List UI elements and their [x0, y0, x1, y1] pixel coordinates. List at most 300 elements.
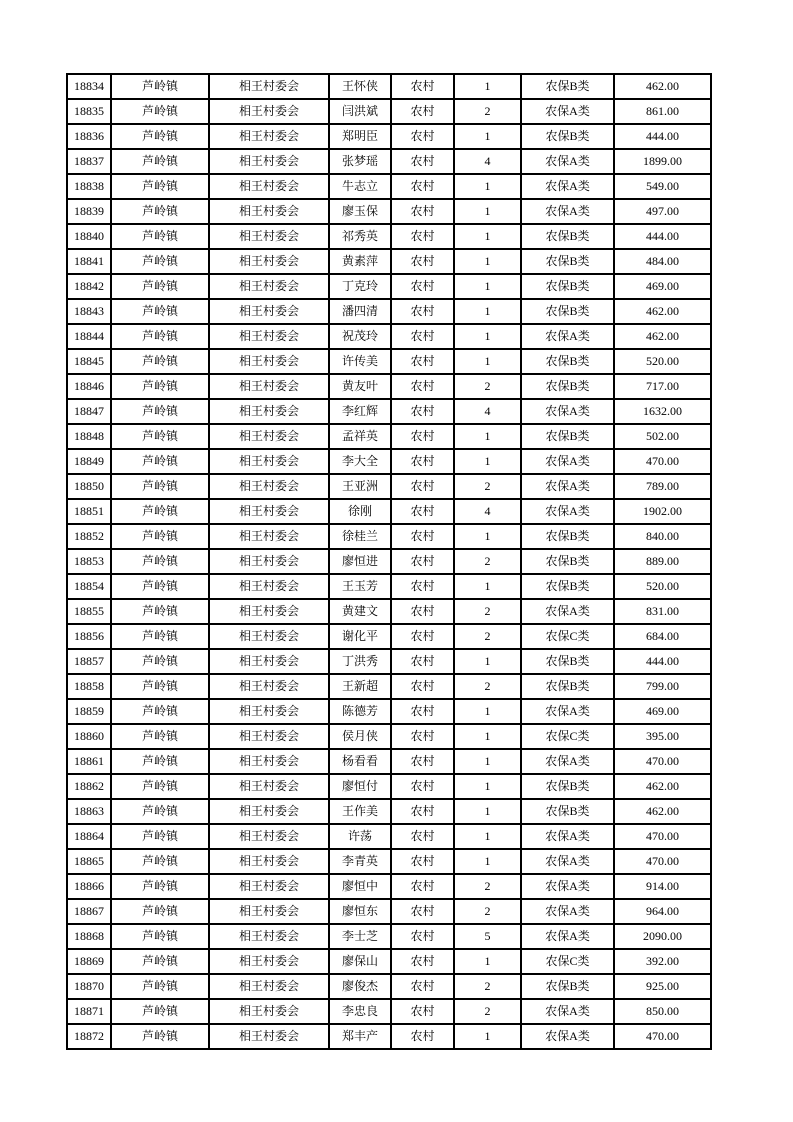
cell-residence-type: 农村: [391, 249, 454, 274]
table-row: [67, 774, 711, 799]
table-row: [67, 799, 711, 824]
cell-residence-type: 农村: [391, 849, 454, 874]
cell-person-name: 陈德芳: [329, 699, 391, 724]
cell-person-count: 1: [454, 574, 521, 599]
cell-serial-number: 18842: [67, 274, 111, 299]
cell-village-committee: 相王村委会: [209, 799, 329, 824]
cell-serial-number: 18839: [67, 199, 111, 224]
cell-village-committee: 相王村委会: [209, 174, 329, 199]
cell-person-count: 2: [454, 374, 521, 399]
cell-person-count: 1: [454, 449, 521, 474]
table-row: [67, 274, 711, 299]
cell-village-committee: 相王村委会: [209, 574, 329, 599]
cell-insurance-category: 农保A类: [521, 1024, 614, 1049]
cell-amount: 789.00: [614, 474, 711, 499]
cell-residence-type: 农村: [391, 199, 454, 224]
cell-insurance-category: 农保A类: [521, 174, 614, 199]
cell-person-name: 谢化平: [329, 624, 391, 649]
cell-residence-type: 农村: [391, 799, 454, 824]
cell-person-count: 1: [454, 699, 521, 724]
cell-serial-number: 18838: [67, 174, 111, 199]
table-row: [67, 949, 711, 974]
cell-town: 芦岭镇: [111, 274, 209, 299]
cell-insurance-category: 农保A类: [521, 874, 614, 899]
cell-village-committee: 相王村委会: [209, 524, 329, 549]
cell-person-count: 1: [454, 224, 521, 249]
table-row: [67, 99, 711, 124]
cell-residence-type: 农村: [391, 949, 454, 974]
cell-town: 芦岭镇: [111, 974, 209, 999]
cell-serial-number: 18835: [67, 99, 111, 124]
cell-village-committee: 相王村委会: [209, 1024, 329, 1049]
cell-person-count: 1: [454, 774, 521, 799]
cell-person-count: 4: [454, 399, 521, 424]
cell-person-name: 张梦瑶: [329, 149, 391, 174]
cell-town: 芦岭镇: [111, 924, 209, 949]
cell-town: 芦岭镇: [111, 424, 209, 449]
cell-town: 芦岭镇: [111, 99, 209, 124]
cell-village-committee: 相王村委会: [209, 749, 329, 774]
cell-person-name: 王作美: [329, 799, 391, 824]
table-row: [67, 724, 711, 749]
table-row: [67, 299, 711, 324]
cell-amount: 469.00: [614, 699, 711, 724]
cell-person-count: 1: [454, 649, 521, 674]
cell-amount: 462.00: [614, 299, 711, 324]
cell-insurance-category: 农保B类: [521, 74, 614, 99]
cell-person-name: 李士芝: [329, 924, 391, 949]
cell-person-count: 1: [454, 949, 521, 974]
cell-serial-number: 18857: [67, 649, 111, 674]
cell-residence-type: 农村: [391, 324, 454, 349]
cell-amount: 462.00: [614, 324, 711, 349]
cell-person-name: 黄友叶: [329, 374, 391, 399]
cell-person-count: 4: [454, 499, 521, 524]
cell-town: 芦岭镇: [111, 774, 209, 799]
cell-residence-type: 农村: [391, 299, 454, 324]
cell-person-name: 徐桂兰: [329, 524, 391, 549]
cell-insurance-category: 农保B类: [521, 374, 614, 399]
cell-insurance-category: 农保A类: [521, 199, 614, 224]
cell-residence-type: 农村: [391, 549, 454, 574]
cell-town: 芦岭镇: [111, 849, 209, 874]
cell-serial-number: 18858: [67, 674, 111, 699]
cell-insurance-category: 农保A类: [521, 474, 614, 499]
cell-village-committee: 相王村委会: [209, 549, 329, 574]
cell-residence-type: 农村: [391, 624, 454, 649]
cell-town: 芦岭镇: [111, 224, 209, 249]
table-row: [67, 199, 711, 224]
cell-amount: 444.00: [614, 124, 711, 149]
cell-serial-number: 18849: [67, 449, 111, 474]
cell-insurance-category: 农保B类: [521, 974, 614, 999]
cell-insurance-category: 农保A类: [521, 449, 614, 474]
cell-village-committee: 相王村委会: [209, 924, 329, 949]
table-row: [67, 549, 711, 574]
cell-village-committee: 相王村委会: [209, 449, 329, 474]
cell-serial-number: 18841: [67, 249, 111, 274]
cell-person-name: 祝茂玲: [329, 324, 391, 349]
cell-serial-number: 18843: [67, 299, 111, 324]
cell-person-name: 王亚洲: [329, 474, 391, 499]
cell-serial-number: 18855: [67, 599, 111, 624]
cell-amount: 925.00: [614, 974, 711, 999]
cell-person-count: 1: [454, 799, 521, 824]
cell-amount: 2090.00: [614, 924, 711, 949]
cell-serial-number: 18860: [67, 724, 111, 749]
cell-person-count: 1: [454, 174, 521, 199]
cell-village-committee: 相王村委会: [209, 599, 329, 624]
cell-insurance-category: 农保A类: [521, 324, 614, 349]
cell-amount: 470.00: [614, 449, 711, 474]
cell-serial-number: 18845: [67, 349, 111, 374]
cell-amount: 395.00: [614, 724, 711, 749]
table-row: [67, 599, 711, 624]
cell-insurance-category: 农保A类: [521, 599, 614, 624]
cell-town: 芦岭镇: [111, 499, 209, 524]
cell-person-count: 4: [454, 149, 521, 174]
cell-residence-type: 农村: [391, 574, 454, 599]
cell-residence-type: 农村: [391, 899, 454, 924]
cell-insurance-category: 农保B类: [521, 524, 614, 549]
cell-serial-number: 18871: [67, 999, 111, 1024]
cell-amount: 831.00: [614, 599, 711, 624]
table-row: [67, 424, 711, 449]
cell-serial-number: 18850: [67, 474, 111, 499]
cell-town: 芦岭镇: [111, 949, 209, 974]
cell-residence-type: 农村: [391, 724, 454, 749]
cell-person-name: 廖恒付: [329, 774, 391, 799]
cell-amount: 889.00: [614, 549, 711, 574]
cell-village-committee: 相王村委会: [209, 974, 329, 999]
cell-serial-number: 18847: [67, 399, 111, 424]
cell-person-name: 李忠良: [329, 999, 391, 1024]
cell-residence-type: 农村: [391, 824, 454, 849]
cell-person-count: 2: [454, 624, 521, 649]
table-row: [67, 849, 711, 874]
cell-amount: 497.00: [614, 199, 711, 224]
cell-person-count: 1: [454, 249, 521, 274]
cell-town: 芦岭镇: [111, 799, 209, 824]
cell-town: 芦岭镇: [111, 899, 209, 924]
cell-person-name: 李青英: [329, 849, 391, 874]
cell-residence-type: 农村: [391, 349, 454, 374]
cell-residence-type: 农村: [391, 649, 454, 674]
cell-residence-type: 农村: [391, 1024, 454, 1049]
cell-town: 芦岭镇: [111, 549, 209, 574]
cell-serial-number: 18870: [67, 974, 111, 999]
cell-village-committee: 相王村委会: [209, 724, 329, 749]
cell-person-name: 祁秀英: [329, 224, 391, 249]
table-row: [67, 174, 711, 199]
cell-person-name: 郑明臣: [329, 124, 391, 149]
cell-town: 芦岭镇: [111, 674, 209, 699]
cell-insurance-category: 农保B类: [521, 549, 614, 574]
cell-town: 芦岭镇: [111, 299, 209, 324]
table-row: [67, 374, 711, 399]
cell-village-committee: 相王村委会: [209, 474, 329, 499]
cell-residence-type: 农村: [391, 74, 454, 99]
cell-village-committee: 相王村委会: [209, 674, 329, 699]
cell-town: 芦岭镇: [111, 724, 209, 749]
table-row: [67, 699, 711, 724]
cell-serial-number: 18846: [67, 374, 111, 399]
cell-residence-type: 农村: [391, 924, 454, 949]
cell-amount: 444.00: [614, 224, 711, 249]
cell-serial-number: 18861: [67, 749, 111, 774]
cell-town: 芦岭镇: [111, 999, 209, 1024]
cell-village-committee: 相王村委会: [209, 949, 329, 974]
cell-insurance-category: 农保A类: [521, 749, 614, 774]
cell-insurance-category: 农保B类: [521, 674, 614, 699]
cell-insurance-category: 农保A类: [521, 899, 614, 924]
cell-residence-type: 农村: [391, 874, 454, 899]
cell-town: 芦岭镇: [111, 124, 209, 149]
cell-village-committee: 相王村委会: [209, 774, 329, 799]
table-row: [67, 524, 711, 549]
table-row: [67, 624, 711, 649]
cell-town: 芦岭镇: [111, 199, 209, 224]
cell-insurance-category: 农保A类: [521, 824, 614, 849]
cell-amount: 484.00: [614, 249, 711, 274]
cell-town: 芦岭镇: [111, 149, 209, 174]
cell-town: 芦岭镇: [111, 749, 209, 774]
cell-amount: 470.00: [614, 849, 711, 874]
cell-serial-number: 18853: [67, 549, 111, 574]
cell-town: 芦岭镇: [111, 824, 209, 849]
cell-residence-type: 农村: [391, 674, 454, 699]
cell-person-name: 闫洪斌: [329, 99, 391, 124]
cell-person-name: 许传美: [329, 349, 391, 374]
cell-village-committee: 相王村委会: [209, 99, 329, 124]
cell-village-committee: 相王村委会: [209, 374, 329, 399]
cell-serial-number: 18852: [67, 524, 111, 549]
cell-amount: 470.00: [614, 1024, 711, 1049]
cell-person-count: 1: [454, 124, 521, 149]
cell-person-count: 2: [454, 674, 521, 699]
cell-village-committee: 相王村委会: [209, 424, 329, 449]
table-row: [67, 349, 711, 374]
table-row: [67, 74, 711, 99]
cell-amount: 717.00: [614, 374, 711, 399]
cell-village-committee: 相王村委会: [209, 649, 329, 674]
cell-serial-number: 18851: [67, 499, 111, 524]
cell-village-committee: 相王村委会: [209, 224, 329, 249]
cell-serial-number: 18840: [67, 224, 111, 249]
cell-person-count: 2: [454, 874, 521, 899]
cell-person-name: 黄建文: [329, 599, 391, 624]
table-row: [67, 474, 711, 499]
cell-town: 芦岭镇: [111, 399, 209, 424]
cell-person-count: 1: [454, 299, 521, 324]
cell-town: 芦岭镇: [111, 249, 209, 274]
table-row: [67, 574, 711, 599]
cell-residence-type: 农村: [391, 124, 454, 149]
cell-town: 芦岭镇: [111, 599, 209, 624]
cell-residence-type: 农村: [391, 599, 454, 624]
cell-insurance-category: 农保C类: [521, 949, 614, 974]
cell-serial-number: 18834: [67, 74, 111, 99]
cell-person-count: 2: [454, 899, 521, 924]
table-row: [67, 1024, 711, 1049]
cell-residence-type: 农村: [391, 274, 454, 299]
table-row: [67, 224, 711, 249]
cell-person-name: 徐刚: [329, 499, 391, 524]
cell-person-count: 1: [454, 524, 521, 549]
cell-insurance-category: 农保A类: [521, 699, 614, 724]
cell-village-committee: 相王村委会: [209, 149, 329, 174]
cell-insurance-category: 农保C类: [521, 724, 614, 749]
cell-town: 芦岭镇: [111, 174, 209, 199]
cell-village-committee: 相王村委会: [209, 349, 329, 374]
cell-insurance-category: 农保A类: [521, 149, 614, 174]
cell-amount: 462.00: [614, 74, 711, 99]
cell-person-name: 杨看看: [329, 749, 391, 774]
table-body: [67, 74, 711, 1049]
cell-residence-type: 农村: [391, 399, 454, 424]
cell-amount: 684.00: [614, 624, 711, 649]
cell-amount: 1899.00: [614, 149, 711, 174]
cell-village-committee: 相王村委会: [209, 399, 329, 424]
cell-village-committee: 相王村委会: [209, 249, 329, 274]
cell-residence-type: 农村: [391, 774, 454, 799]
table-row: [67, 149, 711, 174]
cell-person-count: 1: [454, 849, 521, 874]
cell-village-committee: 相王村委会: [209, 299, 329, 324]
cell-person-name: 侯月侠: [329, 724, 391, 749]
cell-insurance-category: 农保B类: [521, 349, 614, 374]
cell-person-name: 潘四清: [329, 299, 391, 324]
cell-village-committee: 相王村委会: [209, 874, 329, 899]
cell-village-committee: 相王村委会: [209, 274, 329, 299]
cell-amount: 1902.00: [614, 499, 711, 524]
cell-village-committee: 相王村委会: [209, 199, 329, 224]
cell-person-count: 5: [454, 924, 521, 949]
cell-person-name: 孟祥英: [329, 424, 391, 449]
cell-village-committee: 相王村委会: [209, 324, 329, 349]
cell-town: 芦岭镇: [111, 624, 209, 649]
cell-person-count: 1: [454, 349, 521, 374]
cell-residence-type: 农村: [391, 499, 454, 524]
cell-person-count: 1: [454, 199, 521, 224]
table-row: [67, 974, 711, 999]
table-row: [67, 324, 711, 349]
cell-person-count: 1: [454, 824, 521, 849]
cell-serial-number: 18836: [67, 124, 111, 149]
cell-village-committee: 相王村委会: [209, 499, 329, 524]
cell-village-committee: 相王村委会: [209, 699, 329, 724]
cell-amount: 444.00: [614, 649, 711, 674]
cell-town: 芦岭镇: [111, 449, 209, 474]
cell-insurance-category: 农保A类: [521, 399, 614, 424]
cell-serial-number: 18844: [67, 324, 111, 349]
cell-person-count: 1: [454, 749, 521, 774]
cell-person-name: 王新超: [329, 674, 391, 699]
cell-person-name: 许荡: [329, 824, 391, 849]
cell-person-name: 丁克玲: [329, 274, 391, 299]
cell-residence-type: 农村: [391, 224, 454, 249]
cell-person-name: 李大全: [329, 449, 391, 474]
cell-insurance-category: 农保A类: [521, 499, 614, 524]
cell-amount: 850.00: [614, 999, 711, 1024]
cell-serial-number: 18869: [67, 949, 111, 974]
cell-village-committee: 相王村委会: [209, 849, 329, 874]
cell-town: 芦岭镇: [111, 574, 209, 599]
table-row: [67, 249, 711, 274]
cell-insurance-category: 农保B类: [521, 424, 614, 449]
table-row: [67, 924, 711, 949]
cell-serial-number: 18865: [67, 849, 111, 874]
cell-residence-type: 农村: [391, 524, 454, 549]
cell-residence-type: 农村: [391, 999, 454, 1024]
cell-amount: 470.00: [614, 824, 711, 849]
table-row: [67, 824, 711, 849]
cell-insurance-category: 农保A类: [521, 999, 614, 1024]
cell-serial-number: 18867: [67, 899, 111, 924]
table-row: [67, 899, 711, 924]
cell-amount: 964.00: [614, 899, 711, 924]
cell-insurance-category: 农保B类: [521, 574, 614, 599]
cell-person-count: 1: [454, 74, 521, 99]
table-row: [67, 999, 711, 1024]
cell-amount: 861.00: [614, 99, 711, 124]
cell-person-name: 黄素萍: [329, 249, 391, 274]
table-row: [67, 749, 711, 774]
cell-residence-type: 农村: [391, 149, 454, 174]
cell-serial-number: 18837: [67, 149, 111, 174]
cell-town: 芦岭镇: [111, 699, 209, 724]
cell-village-committee: 相王村委会: [209, 824, 329, 849]
cell-town: 芦岭镇: [111, 524, 209, 549]
cell-serial-number: 18868: [67, 924, 111, 949]
table-row: [67, 499, 711, 524]
cell-person-count: 1: [454, 424, 521, 449]
cell-person-count: 1: [454, 324, 521, 349]
cell-insurance-category: 农保B类: [521, 274, 614, 299]
cell-residence-type: 农村: [391, 424, 454, 449]
cell-person-name: 李红辉: [329, 399, 391, 424]
cell-person-name: 廖恒中: [329, 874, 391, 899]
cell-residence-type: 农村: [391, 699, 454, 724]
cell-person-name: 丁洪秀: [329, 649, 391, 674]
cell-person-count: 1: [454, 274, 521, 299]
table-row: [67, 449, 711, 474]
cell-village-committee: 相王村委会: [209, 74, 329, 99]
cell-person-name: 廖玉保: [329, 199, 391, 224]
cell-serial-number: 18848: [67, 424, 111, 449]
cell-town: 芦岭镇: [111, 474, 209, 499]
cell-amount: 462.00: [614, 799, 711, 824]
cell-person-count: 1: [454, 1024, 521, 1049]
cell-serial-number: 18854: [67, 574, 111, 599]
cell-amount: 520.00: [614, 349, 711, 374]
cell-serial-number: 18872: [67, 1024, 111, 1049]
cell-insurance-category: 农保B类: [521, 224, 614, 249]
cell-person-count: 2: [454, 474, 521, 499]
cell-person-name: 郑丰产: [329, 1024, 391, 1049]
cell-person-name: 王怀侠: [329, 74, 391, 99]
table-row: [67, 674, 711, 699]
cell-village-committee: 相王村委会: [209, 999, 329, 1024]
cell-serial-number: 18864: [67, 824, 111, 849]
table-row: [67, 874, 711, 899]
cell-serial-number: 18859: [67, 699, 111, 724]
cell-residence-type: 农村: [391, 749, 454, 774]
cell-village-committee: 相王村委会: [209, 624, 329, 649]
cell-serial-number: 18866: [67, 874, 111, 899]
cell-insurance-category: 农保B类: [521, 799, 614, 824]
cell-amount: 520.00: [614, 574, 711, 599]
